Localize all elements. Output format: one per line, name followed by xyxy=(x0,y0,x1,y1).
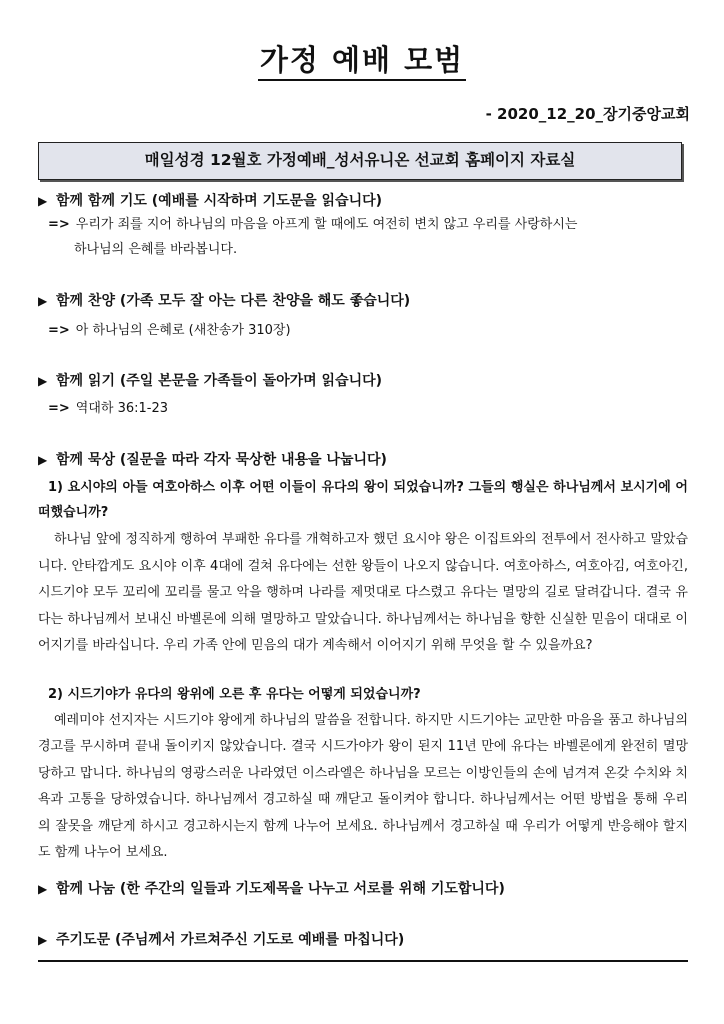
answer-paragraph-2: 예레미야 선지자는 시드기야 왕에게 하나님의 말씀을 전합니다. 하지만 시드기야는 교만한 마음을 품고 하나님의 경고를 무시하며 끝내 돌이키지 않았습니다. 결국 시드가야가 왕이 된지 11년 만에 유다는 바벨론에게 완전히 멸망당하고 맙니다. 하나님의 영광스러운 나라였던 이스라엘은 하나님을 모르는 이방인들의 손에 넘겨져 온갖 수치와 치욕과 고통을 당하였습니다. 하나님께서 경고하실 때 깨닫고 돌이켜야 합니다. 하나님께서는 어떤 방법을 통해 우리의 잘못을 깨닫게 하시고 경고하시는지 함께 나누어 보세요. 하나님께서 경고하실 때 우리가 어떻게 반응해야 할지도 함께 나누어 보세요. xyxy=(38,712,688,860)
section-heading-text: 함께 읽기 (주일 본문을 가족들이 돌아가며 읽습니다) xyxy=(56,373,383,389)
question-2: 2) 시드기야가 유다의 왕위에 오른 후 유다는 어떻게 되었습니까? xyxy=(48,686,421,702)
section-content-continuation: 하나님의 은혜를 바라봅니다. xyxy=(74,242,238,257)
section-content-text: 역대하 36:1-23 xyxy=(75,401,169,416)
date-church-line: - 2020_12_20_장기중앙교회 xyxy=(485,105,690,123)
arrow-icon: => xyxy=(48,323,70,338)
section-content-line xyxy=(38,212,688,238)
section-heading xyxy=(38,929,688,951)
section-heading xyxy=(38,878,688,900)
triangle-bullet-icon: ▶ xyxy=(38,194,48,208)
section-sharing xyxy=(38,878,688,900)
section-content-text: 아 하나님의 은혜로 (새찬송가 310장) xyxy=(75,323,291,338)
bottom-divider xyxy=(38,960,688,962)
triangle-bullet-icon: ▶ xyxy=(38,374,48,388)
triangle-bullet-icon: ▶ xyxy=(38,453,48,467)
question-1: 1) 요시야의 아들 여호아하스 이후 어떤 이들이 유다의 왕이 되었습니까? 그들의 행실은 하나님께서 보시기에 어떠했습니까? xyxy=(38,480,688,520)
page-title-text: 가정 예배 모범 xyxy=(258,43,466,81)
section-heading xyxy=(38,370,688,392)
section-praise xyxy=(38,290,688,344)
section-content-line xyxy=(38,318,688,344)
section-heading xyxy=(38,190,688,212)
section-heading xyxy=(38,290,688,312)
section-heading-text: 함께 찬양 (가족 모두 잘 아는 다른 찬양을 해도 좋습니다) xyxy=(56,293,411,309)
source-banner: 매일성경 12월호 가정예배_성서유니온 선교회 홈페이지 자료실 xyxy=(38,142,682,180)
section-lords-prayer xyxy=(38,929,688,951)
section-reading xyxy=(38,370,688,422)
section-heading-text: 함께 함께 기도 (예배를 시작하며 기도문을 읽습니다) xyxy=(56,193,383,209)
page-title xyxy=(0,40,724,80)
section-heading xyxy=(38,449,688,471)
section-meditation xyxy=(38,449,688,867)
answer-paragraph-1: 하나님 앞에 정직하게 행하여 부패한 유다를 개혁하고자 했던 요시야 왕은 이집트와의 전투에서 전사하고 말았습니다. 안타깝게도 요시야 이후 4대에 걸쳐 유다에는 선한 왕들이 나오지 않습니다. 여호아하스, 여호아김, 여호아긴, 시드기야 모두 꼬리에 꼬리를 물고 악을 행하며 나라를 제멋대로 다스렸고 유다는 멸망의 길로 달려갑니다. 결국 유다는 하나님께서 보내신 바벨론에 의해 멸망하고 말았습니다. 하나님께서는 하나님을 향한 신실한 믿음이 대대로 이어지기를 바라십니다. 우리 가족 안에 믿음의 대가 계속해서 이어지기 위해 무엇을 할 수 있을까요? xyxy=(38,532,688,653)
arrow-icon: => xyxy=(48,217,70,232)
triangle-bullet-icon: ▶ xyxy=(38,882,48,896)
section-heading-text: 함께 묵상 (질문을 따라 각자 묵상한 내용을 나눕니다) xyxy=(56,452,387,468)
section-prayer xyxy=(38,190,688,262)
triangle-bullet-icon: ▶ xyxy=(38,933,48,947)
section-content-text: 우리가 죄를 지어 하나님의 마음을 아프게 할 때에도 여전히 변치 않고 우리를 사랑하시는 xyxy=(75,217,578,232)
section-heading-text: 주기도문 (주님께서 가르쳐주신 기도로 예배를 마칩니다) xyxy=(56,932,405,948)
triangle-bullet-icon: ▶ xyxy=(38,294,48,308)
section-content-line xyxy=(38,396,688,422)
arrow-icon: => xyxy=(48,401,70,416)
section-heading-text: 함께 나눔 (한 주간의 일들과 기도제목을 나누고 서로를 위해 기도합니다) xyxy=(56,881,505,897)
